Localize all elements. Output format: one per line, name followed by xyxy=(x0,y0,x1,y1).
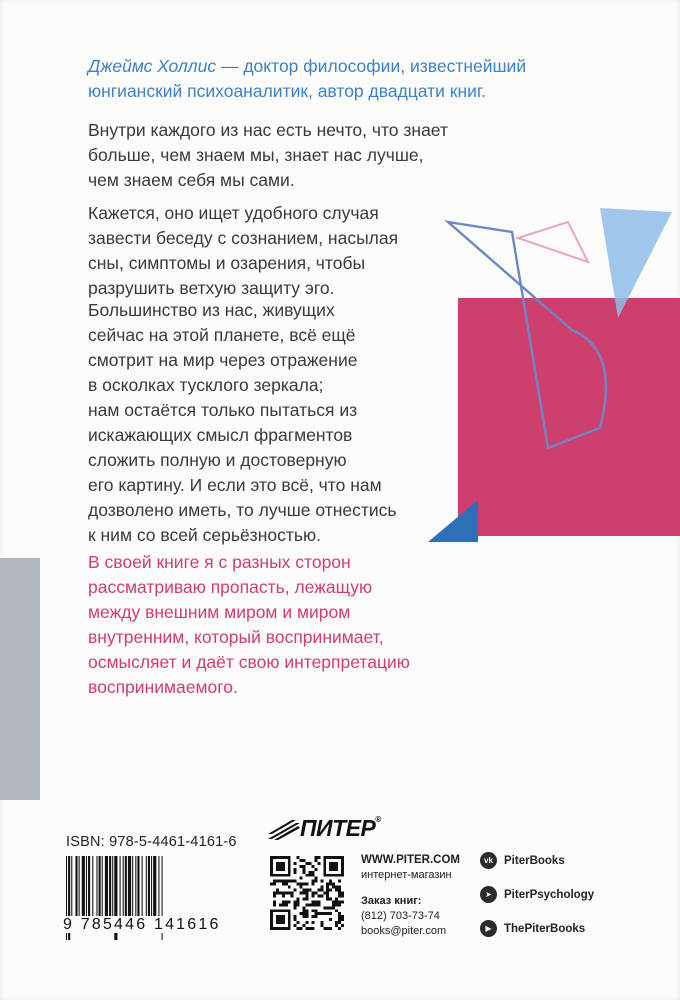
qr-module xyxy=(291,880,294,883)
website-link[interactable]: WWW.PITER.COM xyxy=(361,854,461,866)
qr-module xyxy=(297,903,300,906)
qr-module xyxy=(303,892,306,895)
qr-module xyxy=(323,906,326,909)
text-line: искажающих смысл фрагментов xyxy=(88,425,353,445)
store-info xyxy=(361,853,460,883)
barcode-bar xyxy=(96,856,97,918)
qr-module xyxy=(282,894,285,897)
barcode-bar xyxy=(79,856,80,918)
order-email[interactable]: books@piter.com xyxy=(361,925,447,937)
qr-module xyxy=(294,924,297,927)
paragraph-1 xyxy=(88,118,558,193)
qr-module xyxy=(297,897,300,900)
qr-module xyxy=(320,894,323,897)
qr-module xyxy=(300,877,303,880)
qr-module xyxy=(297,883,300,886)
qr-module xyxy=(329,862,338,871)
qr-module xyxy=(320,912,323,915)
qr-module xyxy=(332,883,335,886)
qr-module xyxy=(294,915,297,918)
qr-module xyxy=(341,892,344,895)
qr-module xyxy=(311,921,314,924)
qr-module xyxy=(282,903,285,906)
qr-module xyxy=(276,889,279,892)
qr-module xyxy=(329,880,332,883)
barcode-bar xyxy=(105,856,108,918)
qr-module xyxy=(314,915,317,918)
barcode-bar xyxy=(109,856,111,918)
qr-module xyxy=(300,927,303,930)
text-line: сейчас на этой планете, всё ещё xyxy=(88,325,356,345)
blue-triangle-shape xyxy=(428,500,478,542)
barcode-bar xyxy=(120,856,121,918)
qr-module xyxy=(273,900,276,903)
qr-module xyxy=(273,894,276,897)
qr-module xyxy=(314,903,317,906)
qr-module xyxy=(341,918,344,921)
qr-module xyxy=(314,868,317,871)
qr-module xyxy=(306,921,309,924)
qr-module xyxy=(335,903,338,906)
author-bio xyxy=(88,54,558,104)
barcode-number: 9 785446 141616 xyxy=(63,916,221,933)
qr-module xyxy=(320,889,323,892)
qr-module xyxy=(338,915,341,918)
barcode-bar xyxy=(153,856,156,918)
qr-module xyxy=(294,900,297,903)
qr-module xyxy=(306,892,309,895)
qr-module xyxy=(326,894,329,897)
barcode-bar xyxy=(82,856,85,918)
author-bio-line2: юнгианский психоаналитик, автор двадцати книг. xyxy=(88,81,487,101)
qr-module xyxy=(300,865,303,868)
barcode-bar xyxy=(99,856,101,918)
qr-module xyxy=(294,918,297,921)
vk-icon: vk xyxy=(480,852,497,869)
barcode-bar xyxy=(92,856,93,918)
text-line: дозволено иметь, то лучше отнестись xyxy=(88,500,397,520)
qr-module xyxy=(288,880,291,883)
qr-module xyxy=(300,883,303,886)
play-icon: ▶ xyxy=(480,920,497,937)
qr-module xyxy=(303,924,306,927)
qr-module xyxy=(303,906,306,909)
social-vk[interactable] xyxy=(480,852,565,869)
qr-module xyxy=(306,912,309,915)
qr-module xyxy=(288,886,291,889)
isbn-label: ISBN: 978-5-4461-4161-6 xyxy=(66,834,237,850)
text-line: в осколках тусклого зеркала; xyxy=(88,375,324,395)
qr-module xyxy=(311,900,314,903)
qr-module xyxy=(326,883,329,886)
qr-module xyxy=(306,862,309,865)
qr-module xyxy=(329,883,332,886)
qr-module xyxy=(297,927,300,930)
qr-module xyxy=(335,921,338,924)
qr-module xyxy=(317,889,320,892)
qr-module xyxy=(326,912,329,915)
qr-module xyxy=(338,927,341,930)
qr-module xyxy=(300,892,303,895)
qr-module xyxy=(317,912,320,915)
text-line: осмысляет и даёт свою интерпретацию xyxy=(88,652,410,672)
qr-module xyxy=(326,906,329,909)
qr-module xyxy=(317,862,320,865)
qr-module xyxy=(294,862,297,865)
text-line: разрушить ветхую защиту эго. xyxy=(88,278,335,298)
qr-module xyxy=(311,915,314,918)
qr-module xyxy=(335,900,338,903)
qr-module xyxy=(341,894,344,897)
qr-module xyxy=(329,897,332,900)
qr-module xyxy=(335,897,338,900)
qr-module xyxy=(338,903,341,906)
text-line: смотрит на мир через отражение xyxy=(88,350,358,370)
qr-module xyxy=(338,880,341,883)
qr-module xyxy=(291,892,294,895)
qr-module xyxy=(270,883,273,886)
qr-module xyxy=(326,886,329,889)
qr-module xyxy=(300,886,303,889)
barcode-bar xyxy=(146,856,147,918)
qr-module xyxy=(317,900,320,903)
social-telegram[interactable] xyxy=(480,886,594,903)
qr-module xyxy=(300,912,303,915)
qr-module xyxy=(311,871,314,874)
qr-module xyxy=(276,862,285,871)
qr-module xyxy=(308,889,311,892)
qr-module xyxy=(335,889,338,892)
qr-module xyxy=(338,892,341,895)
qr-module xyxy=(273,892,276,895)
qr-module xyxy=(338,921,341,924)
qr-module xyxy=(311,894,314,897)
publisher-name: ПИТЕР xyxy=(300,815,376,841)
website-caption: интернет-магазин xyxy=(361,869,452,881)
qr-module xyxy=(300,859,303,862)
qr-module xyxy=(282,892,285,895)
qr-module xyxy=(294,868,297,871)
author-bio-line1: — доктор философии, известнейший xyxy=(216,56,527,76)
qr-module xyxy=(285,900,288,903)
text-line: завести беседу с сознанием, насылая xyxy=(88,228,399,248)
barcode-bar xyxy=(137,856,139,918)
qr-module xyxy=(329,927,332,930)
text-line: сложить полную и достоверную xyxy=(88,450,347,470)
qr-module xyxy=(308,874,311,877)
barcode-bar xyxy=(135,856,136,918)
qr-module xyxy=(303,912,306,915)
qr-module xyxy=(285,903,288,906)
qr-module xyxy=(329,912,332,915)
qr-module xyxy=(311,874,314,877)
qr-module xyxy=(311,865,314,868)
text-line: Кажется, оно ищет удобного случая xyxy=(88,203,379,223)
qr-module xyxy=(282,883,285,886)
qr-module xyxy=(311,927,314,930)
qr-module xyxy=(338,918,341,921)
qr-module xyxy=(276,915,285,924)
qr-module xyxy=(297,856,300,859)
barcode-digits xyxy=(62,916,232,934)
qr-module xyxy=(297,900,300,903)
text-line: к ним со всей серьёзностью. xyxy=(88,525,321,545)
qr-module xyxy=(306,874,309,877)
barcode-bar xyxy=(132,856,133,918)
blue-wedge-shape xyxy=(600,208,672,318)
qr-module xyxy=(311,903,314,906)
barcode-bar xyxy=(123,856,124,918)
qr-module xyxy=(273,880,276,883)
qr-module xyxy=(326,892,329,895)
qr-module xyxy=(303,909,306,912)
qr-module xyxy=(294,871,297,874)
social-youtube-label: ThePiterBooks xyxy=(504,922,586,935)
qr-module xyxy=(314,909,317,912)
qr-module xyxy=(279,880,282,883)
barcode-bar xyxy=(142,856,143,918)
qr-module xyxy=(314,859,317,862)
qr-module xyxy=(294,906,297,909)
qr-module xyxy=(303,897,306,900)
qr-module xyxy=(329,918,332,921)
qr-module xyxy=(303,868,306,871)
social-youtube[interactable] xyxy=(480,920,585,937)
qr-module xyxy=(303,889,306,892)
qr-module xyxy=(332,900,335,903)
qr-module xyxy=(288,900,291,903)
order-info xyxy=(361,894,446,939)
barcode-bar xyxy=(71,856,72,918)
text-line: рассматриваю пропасть, лежащую xyxy=(88,577,373,597)
qr-module xyxy=(303,865,306,868)
paragraph-4-highlight xyxy=(88,550,468,700)
text-line: больше, чем знаем мы, знает нас лучше, xyxy=(88,145,424,165)
barcode-bar xyxy=(128,856,131,918)
qr-module xyxy=(306,909,309,912)
barcode-bar xyxy=(151,856,152,918)
qr-module xyxy=(282,880,285,883)
qr-module xyxy=(314,856,317,859)
barcode-bar xyxy=(112,856,113,918)
qr-module xyxy=(306,897,309,900)
qr-module xyxy=(285,880,288,883)
social-vk-label: PiterBooks xyxy=(504,854,565,867)
qr-module xyxy=(276,880,279,883)
qr-module xyxy=(306,889,309,892)
qr-module xyxy=(282,900,285,903)
qr-module xyxy=(338,912,341,915)
qr-module xyxy=(306,903,309,906)
qr-module xyxy=(317,856,320,859)
qr-module xyxy=(317,894,320,897)
qr-module xyxy=(338,900,341,903)
qr-module xyxy=(323,892,326,895)
qr-module xyxy=(329,906,332,909)
qr-module xyxy=(323,912,326,915)
qr-module xyxy=(294,880,297,883)
qr-module xyxy=(311,880,314,883)
qr-code[interactable] xyxy=(270,856,344,930)
qr-module xyxy=(317,903,320,906)
qr-module xyxy=(291,894,294,897)
qr-module xyxy=(335,909,338,912)
qr-module xyxy=(303,915,306,918)
qr-module xyxy=(306,883,309,886)
telegram-icon: ➤ xyxy=(480,886,497,903)
qr-module xyxy=(303,871,306,874)
qr-module xyxy=(279,903,282,906)
barcode-bar xyxy=(125,856,127,918)
barcode-bar xyxy=(158,856,159,918)
text-line: сны, симптомы и озарения, чтобы xyxy=(88,253,366,273)
barcode-bar xyxy=(75,856,77,918)
qr-module xyxy=(323,927,326,930)
barcode-bar xyxy=(102,856,103,918)
paragraph-3 xyxy=(88,298,408,548)
qr-module xyxy=(303,883,306,886)
qr-module xyxy=(341,924,344,927)
text-line: Внутри каждого из нас есть нечто, что знает xyxy=(88,120,448,140)
qr-module xyxy=(288,892,291,895)
qr-module xyxy=(276,892,279,895)
barcode-bar xyxy=(88,856,90,918)
qr-module xyxy=(314,912,317,915)
qr-module xyxy=(341,915,344,918)
qr-module xyxy=(332,903,335,906)
qr-module xyxy=(326,889,329,892)
text-line: между внешним миром и миром xyxy=(88,602,351,622)
qr-module xyxy=(308,903,311,906)
qr-module xyxy=(294,889,297,892)
qr-module xyxy=(308,862,311,865)
qr-module xyxy=(326,927,329,930)
qr-module xyxy=(314,900,317,903)
text-line: его картину. И если это всё, что нам xyxy=(88,475,382,495)
text-line: чем знаем себя мы сами. xyxy=(88,170,295,190)
qr-module xyxy=(320,921,323,924)
qr-module xyxy=(332,886,335,889)
qr-module xyxy=(338,889,341,892)
qr-module xyxy=(306,927,309,930)
qr-module xyxy=(306,915,309,918)
text-line: нам остаётся только пытаться из xyxy=(88,400,358,420)
qr-module xyxy=(297,921,300,924)
qr-module xyxy=(306,894,309,897)
qr-module xyxy=(335,886,338,889)
qr-module xyxy=(314,880,317,883)
qr-module xyxy=(311,909,314,912)
order-phone: (812) 703-73-74 xyxy=(361,910,440,922)
qr-module xyxy=(273,883,276,886)
qr-module xyxy=(311,892,314,895)
barcode-bar xyxy=(86,856,87,918)
paragraph-2 xyxy=(88,201,558,301)
qr-module xyxy=(341,900,344,903)
qr-module xyxy=(314,892,317,895)
qr-module xyxy=(320,886,323,889)
qr-module xyxy=(285,892,288,895)
qr-module xyxy=(329,889,332,892)
qr-module xyxy=(311,883,314,886)
qr-module xyxy=(335,924,338,927)
text-line: внутренним, который воспринимает, xyxy=(88,627,384,647)
qr-module xyxy=(314,877,317,880)
qr-module xyxy=(279,892,282,895)
text-line: воспринимаемого. xyxy=(88,677,238,697)
publisher-logo: ПИТЕР® xyxy=(300,815,381,841)
qr-module xyxy=(303,859,306,862)
qr-module xyxy=(308,871,311,874)
author-name: Джеймс Холлис xyxy=(88,56,217,76)
qr-module xyxy=(285,883,288,886)
qr-module xyxy=(338,886,341,889)
qr-module xyxy=(338,894,341,897)
barcode-bar xyxy=(148,856,150,918)
qr-module xyxy=(332,906,335,909)
qr-module xyxy=(308,927,311,930)
qr-module xyxy=(320,924,323,927)
qr-module xyxy=(294,903,297,906)
social-telegram-label: PiterPsychology xyxy=(504,888,595,901)
text-line: В своей книге я с разных сторон xyxy=(88,552,351,572)
qr-module xyxy=(273,903,276,906)
order-label: Заказ книг: xyxy=(361,895,422,907)
qr-module xyxy=(326,897,329,900)
text-line: Большинство из нас, живущих xyxy=(88,300,335,320)
qr-module xyxy=(320,880,323,883)
